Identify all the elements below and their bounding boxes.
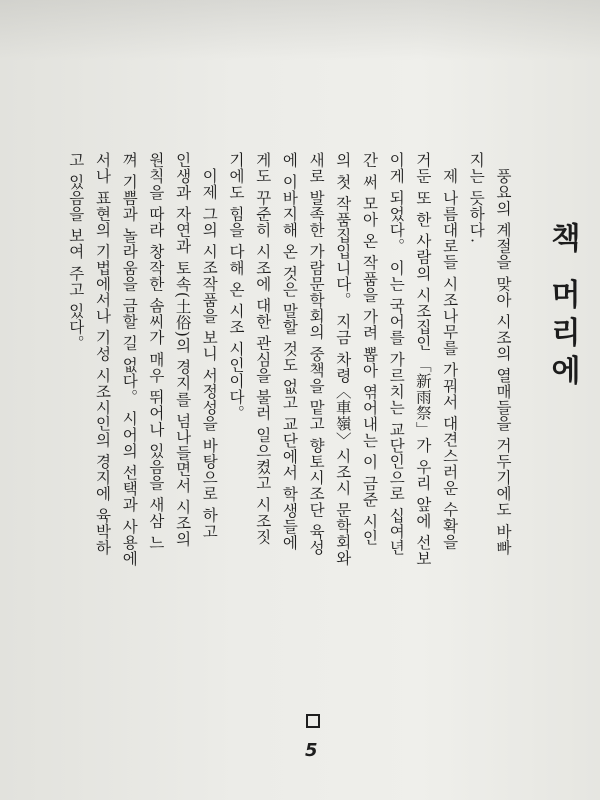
text-line: 인생과 자연과 토속(土俗)의 경지를 넘나들면서 시조의 [173,152,192,548]
text-line: 제 나름대로들 시조나무를 가꿔서 대견스러운 수확을 [440,168,459,550]
text-line: 기에도 힘을 다해 온 시조 시인이다。 [227,152,245,422]
text-line: 서나 표현의 기법에서나 기성 시조시인의 경지에 육박하 [93,152,112,556]
text-line: 이게 되었다。 이는 국어를 가르치는 교단인으로 십여년 [387,152,406,556]
text-line: 이제 그의 시조작품을 보니 서정성을 바탕으로 하고 [200,168,219,540]
page-number-box [306,714,320,728]
text-line: 간 써 모아 온 작품을 가려 뽑아 엮어내는 이 금준 시인 [360,152,379,546]
text-line: 에 이바지해 온 것은 말할 것도 없고 교단에서 학생들에 [280,152,299,551]
text-line: 의 첫 작품집입니다。 지금 차령〈車嶺〉시조시 문학회와 [333,152,352,567]
text-line: 거둔 또 한 사람의 시조집인 「新雨祭」가 우리 앞에 선보 [413,152,432,567]
page-shadow [0,0,600,60]
text-line: 원칙을 따라 창작한 솜씨가 매우 뛰어나 있음을 새삼 느 [146,152,165,551]
text-line: 껴 기쁨과 놀라움을 금할 길 없다。 시어의 선택과 사용에 [120,152,139,567]
page-title: 책 머리에 [545,222,580,393]
text-line: 게도 꾸준히 시조에 대한 관심을 불러 일으켰고 시조짓 [253,152,272,545]
text-line: 고 있음을 보여 주고 있다。 [66,152,85,352]
text-line: 새로 발족한 가람문학회의 중책을 맡고 향토시조단 육성 [307,152,326,556]
text-line: 지는 듯하다. [467,152,486,244]
page-number: 5 [305,740,318,761]
text-line: 풍요의 계절을 맞아 시조의 열매들을 거두기에도 바빠 [494,168,512,556]
